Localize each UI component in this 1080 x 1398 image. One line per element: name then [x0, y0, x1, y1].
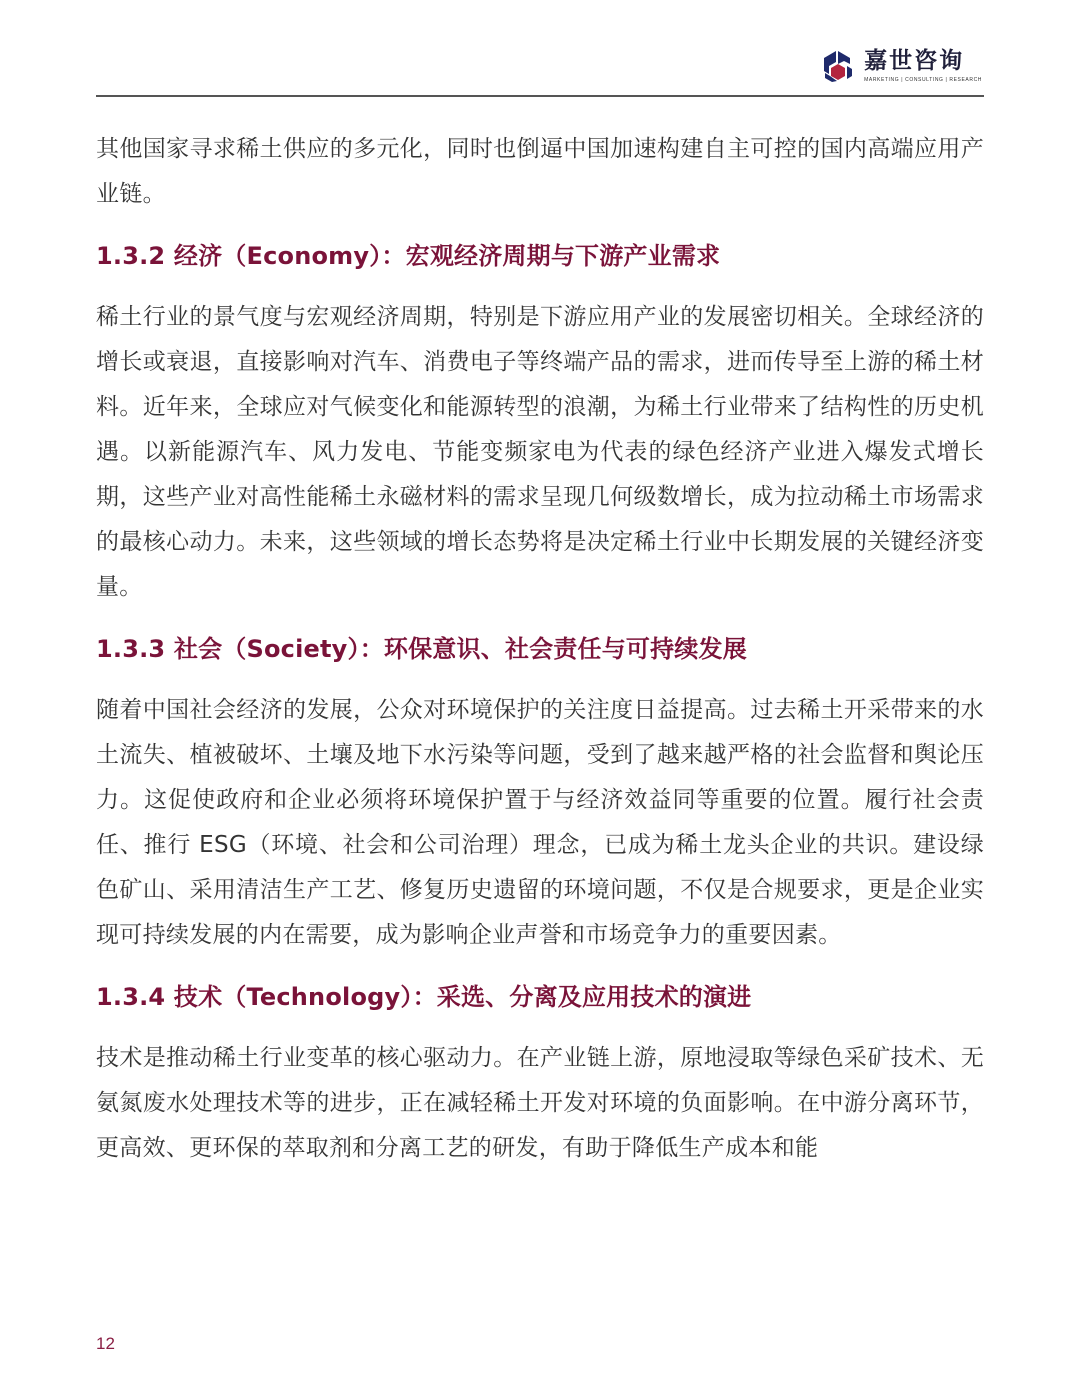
section-heading-economy: 1.3.2 经济（Economy）：宏观经济周期与下游产业需求 — [96, 242, 721, 270]
page-header — [0, 0, 1080, 97]
section-paragraph-society: 随着中国社会经济的发展，公众对环境保护的关注度日益提高。过去稀土开采带来的水土流失、植被破坏、土壤及地下水污染等问题，受到了越来越严格的社会监督和舆论压力。这促使政府和企业必须将环境保护置于与经济效益同等重要的位置。履行社会责任、推行 ESG（环境、社会和公司治理）理念，已成为稀土龙头企业的共识。建设绿色矿山、采用清洁生产工艺、修复历史遗留的环境问题，不仅是合规要求，更是企业实现可持续发展的内在需要，成为影响企业声誉和市场竞争力的重要因素。 — [96, 697, 984, 948]
logo-tagline: MARKETING | CONSULTING | RESEARCH — [864, 77, 982, 83]
intro-paragraph: 其他国家寻求稀土供应的多元化，同时也倒逼中国加速构建自主可控的国内高端应用产业链。 — [96, 136, 984, 207]
logo-name: 嘉世咨询 — [864, 48, 965, 74]
company-logo — [820, 44, 982, 88]
jiashi-logo-icon — [820, 48, 856, 84]
section-paragraph-technology: 技术是推动稀土行业变革的核心驱动力。在产业链上游，原地浸取等绿色采矿技术、无氨氮废水处理技术等的进步，正在减轻稀土开发对环境的负面影响。在中游分离环节，更高效、更环保的萃取剂和分离工艺的研发，有助于降低生产成本和能 — [96, 1045, 984, 1161]
page-number: 12 — [96, 1334, 115, 1353]
document-body — [96, 127, 984, 1171]
section-paragraph-economy: 稀土行业的景气度与宏观经济周期，特别是下游应用产业的发展密切相关。全球经济的增长或衰退，直接影响对汽车、消费电子等终端产品的需求，进而传导至上游的稀土材料。近年来，全球应对气候变化和能源转型的浪潮，为稀土行业带来了结构性的历史机遇。以新能源汽车、风力发电、节能变频家电为代表的绿色经济产业进入爆发式增长期，这些产业对高性能稀土永磁材料的需求呈现几何级数增长，成为拉动稀土市场需求的最核心动力。未来，这些领域的增长态势将是决定稀土行业中长期发展的关键经济变量。 — [96, 304, 984, 600]
section-heading-society: 1.3.3 社会（Society）：环保意识、社会责任与可持续发展 — [96, 635, 747, 663]
header-divider — [96, 95, 984, 97]
section-heading-technology: 1.3.4 技术（Technology）：采选、分离及应用技术的演进 — [96, 983, 752, 1011]
